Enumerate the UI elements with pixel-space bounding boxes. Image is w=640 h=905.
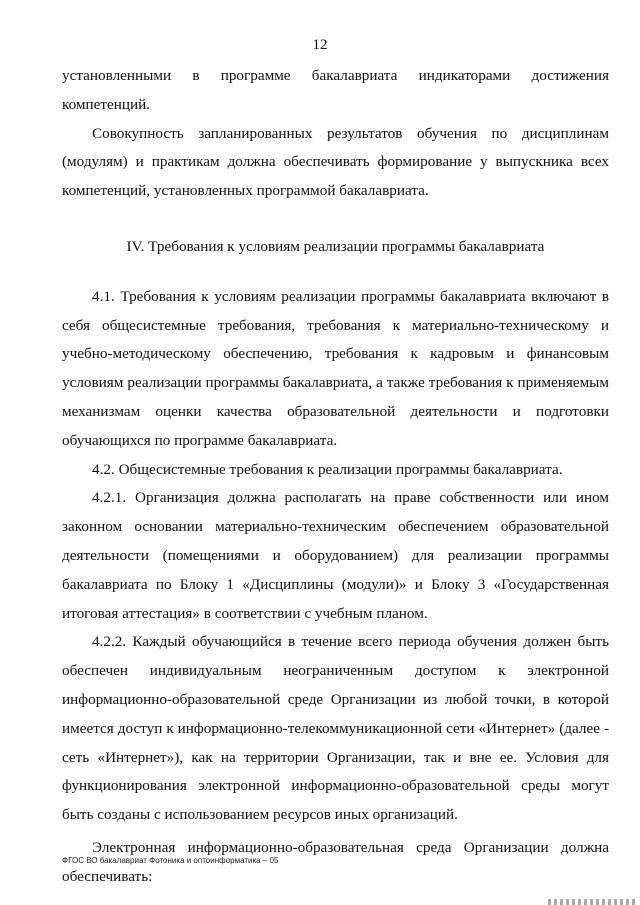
page-footer: ФГОС ВО бакалавриат Фотоника и оптоинформатика – 05 xyxy=(62,856,279,865)
scan-edge-mark xyxy=(548,899,638,905)
page-number: 12 xyxy=(312,37,328,53)
paragraph-eios: Электронная информационно-образовательная среда Организации должна обеспечивать: xyxy=(62,838,609,885)
paragraph-4-1: 4.1. Требования к условиям реализации программы бакалавриата включают в себя общесистемные требования, требования к материально-техническому и учебно-методическому обеспечению, требования к кадровым и финансовым условиям реализации программы бакалавриата, а также требования к применяемым механизмам оценки качества образовательной деятельности и подготовки обучающихся по программе бакалавриата. xyxy=(62,287,609,449)
paragraph-4-2-1: 4.2.1. Организация должна располагать на праве собственности или ином законном основании материально-техническим обеспечением образовательной деятельности (помещениями и оборудованием) для реализации программы бакалавриата по Блоку 1 «Дисциплины (модули)» и Блоку 3 «Государственная итоговая аттестация» в соответствии с учебным планом. xyxy=(62,489,609,622)
paragraph-learning-outcomes: Совокупность запланированных результатов обучения по дисциплинам (модулям) и практикам должна обеспечивать формирование у выпускника всех компетенций, установленных программой бакалавриата. xyxy=(62,124,609,200)
document-body xyxy=(62,62,609,892)
paragraph-4-2: 4.2. Общесистемные требования к реализации программы бакалавриата. xyxy=(92,460,563,478)
paragraph-4-2-2: 4.2.2. Каждый обучающийся в течение всего периода обучения должен быть обеспечен индивидуальным неограниченным доступом к электронной информационно-образовательной среде Организации из любой точки, в которой имеется доступ к информационно-телекоммуникационной сети «Интернет» (далее - сеть «Интернет»), как на территории Организации, так и вне ее. Условия для функционирования электронной информационно-образовательной среды могут быть созданы с использованием ресурсов иных организаций. xyxy=(62,633,609,824)
section-heading: IV. Требования к условиям реализации программы бакалавриата xyxy=(126,237,545,255)
paragraph-continuation: установленными в программе бакалавриата индикаторами достижения компетенций. xyxy=(62,67,609,113)
